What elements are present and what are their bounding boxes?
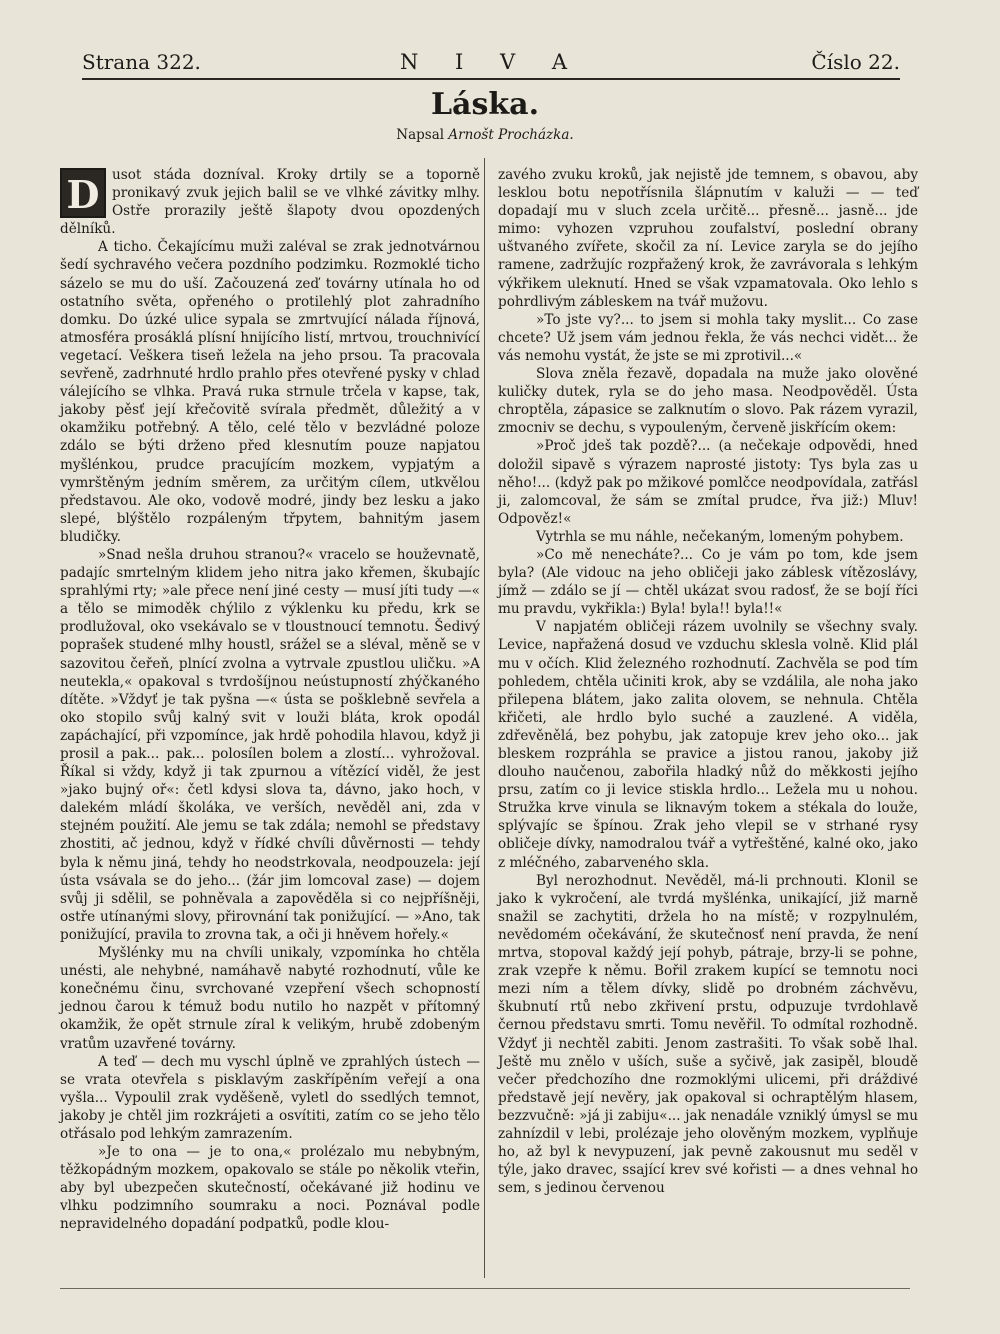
byline: [60, 127, 910, 143]
journal-name: N I V A: [399, 50, 583, 74]
paragraph: [60, 166, 480, 238]
author-name: Arnošt Procházka.: [448, 127, 574, 143]
drop-cap: D: [60, 168, 106, 218]
paragraph: »Snad nešla druhou stranou?« vracelo se houževnatě, padajíc smrtelným klidem jeho nitra jako křemen, škubajíc sprahlými rty; »ale přece není jiné cesty — musí jíti tudy —« a tělo se mimoděk chýlilo z výklenku ku předu, krk se prodlužoval, oko vsekávalo se v tloustnoucí temnotu. Šedivý poprašek studené mlhy houstl, srážel se a sléval, měně se v sazovitou čeřeň, plnící zvolna a vytrvale zpustlou uličku. »A neutekla,« opakoval s tvrdošíjnou neústupností zhýčkaného dítěte. »Vždyť je tak pyšna —« ústa se pošklebně sevřela a oko stopilo svůj kalný svit v louži bláta, krok opodál zapáchající, při vzpomínce, jak hrdě pohodila hlavou, když ji prosil a pak... pak... polosílen bolem a zlostí... vyhrožoval. Říkal si vždy, když ji tak zpurnou a vítězící viděl, že jest »jako bujný oř«: četl kdysi slova ta, dávno, jako hoch, v dalekém mládí školáka, ve verších, nevěděl ani, zda v stejném použití. Ale jemu se tak zdála; nemohl se představy zhostiti, ač jednou, když v řídké chvíli důvěrnosti — tehdy byla k němu jiná, tehdy ho neodstrkovala, neodpouzela: její ústa vsávala se do jeho... (žár jim lomcoval zase) — dojem svůj ji sdělil, se pohněvala a zapověděla si co nejpříšněji, ostře utínanými slovy, přirovnání tak ponižující. — »Ano, tak ponižující, pravila to zrovna tak, a oči ji hněvem hořely.«: [60, 546, 480, 943]
paragraph: »Je to ona — je to ona,« prolézalo mu nebybným, těžkopádným mozkem, opakovalo se stále po několik vteřin, aby byl ubezpečen skutečností, očekávané již hodinu ve vlhku podzimního soumraku a noci. Poznával podle nepravidelného dopadání podpatků, podle klou-: [60, 1144, 480, 1233]
paragraph: »Proč jdeš tak pozdě?... (a nečekaje odpovědi, hned doložil sipavě s výrazem naprosté jistoty: Tys byla zas u něho!... (když pak po mžikové pomlčce neodpovídala, zatřásl ji, zalomcoval, že sám se zmítal prudce, řva již:) Mluv! Odpověz!«: [498, 438, 918, 527]
paragraph: Byl nerozhodnut. Nevěděl, má-li prchnouti. Klonil se jako k vykročení, ale tvrdá myšlénka, unikající, již marně snažil se zachytiti, držela ho na místě; v rozpylnulém, nevědomém očekávání, že skutečnosť není pravda, že není mrtva, stopoval každý její pohyb, pátraje, brzy-li se pohne, zrak vzepře k němu. Bořil zrakem kupící se temnotu noci mezi ním a tělem dívky, slidě po drobném záchvěvu, škubnutí rtů nebo zkřivení prstu, odpuzuje tvrdohlavě černou představu smrti. Tomu nevěřil. To odmítal rozhodně. Vždyť ji nechtěl zabiti. Jenom zastrašiti. To však sobě lhal. Ještě mu znělo v uších, suše a syčivě, jak zasipěl, bloudě večer předchozího dne rozmoklými ulicemi, při dráždivé představě její nevěry, jak opakoval si ochraptělým hlasem, bezzvučně: »já ji zabiju«... jak nenadále vzniklý úmysl se mu zahnízdil v lebi, prolézaje jeho olověným mozkem, vyplňuje ho, až byl k nevypuzení, jak pevně zakousnut mu seděl v týle, jako dravec, ssající krev své kořisti — a dnes vehnal ho sem, s jedinou červenou: [498, 872, 918, 1197]
paragraph: Myšlénky mu na chvíli unikaly, vzpomínka ho chtěla unésti, ale nehybné, namáhavě nabyté rozhodnutí, vůle ke konečnému činu, svrchované vzepření všech schopností jednou čarou k témuž bodu nutilo ho nazpět v přítomný okamžik, že opět strnule zíral k velikým, hrubě zdobeným vratům uzavřené továrny.: [60, 945, 480, 1052]
byline-prefix: Napsal: [396, 127, 445, 143]
right-column: [498, 166, 918, 1197]
article-title: Láska.: [430, 87, 540, 122]
paragraph: A teď — dech mu vyschl úplně ve zprahlých ústech — se vrata otevřela s pisklavým zaskřípěním veřejí a ona vyšla... Vypoulil zrak vyděšeně, vyletl do ssedlých temnot, jakoby je chtěl jim rozkrájeti a osvítiti, zatím co se jeho tělo otřásalo pod lehkým zamrazením.: [60, 1053, 480, 1142]
paragraph: Slova zněla řezavě, dopadala na muže jako olověné kuličky dutek, ryla se do jeho masa. Neodpověděl. Ústa chroptěla, zápasice se zalknutím o slovo. Pak rázem vyrazil, zmocniv se dechu, s vypouleným, červeně jiskřícím okem:: [498, 366, 918, 437]
bottom-rule: [60, 1288, 910, 1289]
paragraph: »To jste vy?... to jsem si mohla taky myslit... Co zase chcete? Už jsem vám jednou řekla, že vás nechci vidět... že vás nemohu vystát, že jste se mi zprotivil...«: [498, 311, 918, 364]
paragraph: Vytrhla se mu náhle, nečekaným, lomeným pohybem.: [536, 528, 904, 545]
issue-number: Číslo 22.: [811, 50, 900, 74]
paragraph: »Co mě nenecháte?... Co je vám po tom, kde jsem byla? (Ale vidouc na jeho obličeji jako záblesk vítězoslávy, jímž — zdálo se jí — chtěl ukázat svou radosť, že se bojí říci mu pravdu, vykřikla:) Byla! byla!! byla!!«: [498, 546, 918, 618]
article-title-block: [60, 88, 910, 143]
left-column: [60, 166, 480, 1234]
page-number: Strana 322.: [82, 50, 201, 74]
paragraph-text: usot stáda dozníval. Kroky drtily se a toporně pronikavý zvuk jejich balil se ve vlhké závitky mlhy. Ostře prorazily ještě šlapoty dvou opozdených dělníků.: [60, 167, 480, 238]
page-header: [82, 48, 900, 80]
paragraph: V napjatém obličeji rázem uvolnily se všechny svaly. Levice, napřažená dosud ve vzduchu sklesla volně. Klid plál mu v očích. Klid železného rozhodnutí. Zachvěla se pod tím pohledem, chtěla učiniti krok, aby se vzdálila, ale noha jako přilepena blátem, jako zalita olovem, se nehnula. Chtěla křičeti, ale hrdlo bylo suché a zauzlené. A viděla, zdřevěnělá, bez pohybu, jak zatopuje krev jeho oko... jak bleskem rozpráhla se pravice a jistou ranou, jakoby již dlouho naučenou, zabořila hladký nůž do měkkosti jejího prsu, zatím co ji levice stiskla hrdlo... Ležela mu u nohou. Stružka krve vinula se liknavým tokem a stékala do louže, splývajíc se špínou. Zrak jeho vlepil se v strhané rysy obličeje dívky, namodralou tvář a vytřeštěné, kalné oko, jako z mléčného, zabarveného skla.: [498, 619, 918, 871]
paragraph: A ticho. Čekajícímu muži zaléval se zrak jednotvárnou šedí sychravého večera pozdního podzimku. Rozmoklé ticho sázelo se mu do uší. Začouzená zeď továrny utínala ho od ostatního světa, opřeného o protilehlý plot zahradního domku. Do úzké ulice sypala se zmrtvující nálada říjnová, atmosféra prosáklá plísní hnijícího listí, mrtvou, trouchnivící vegetací. Veškera tiseň ležela na jeho prsou. Ta pracovala sevřeně, zadrhnuté hrdlo prahlo přes otevřené pysky v chlad válejícího se vlhka. Pravá ruka strnule trčela v kapse, tak, jakoby pěsť její křečovitě svírala předmět, důležitý a v okamžiku potřebný. A tělo, celé tělo v bezvládné poloze zdálo se býti drženo před klesnutím pouze napjatou myšlénkou, prudce pracujícím mozkem, vypjatým a vymrštěným jedním směrem, za určitým cílem, utkvělou představou. Ale oko, vodově modré, jindy bez lesku a jako slepé, blýštělo rozpáleným třpytem, bahnitým jasem bludičky.: [60, 239, 480, 545]
paragraph: zavého zvuku kroků, jak nejistě jde temnem, s obavou, aby lesklou botu nepotřísnila šlápnutím v kaluži — — teď dopadají mu v sluch zcela určitě... přesně... jasně... jde mimo: vyhozen vzpruhou zoufalství, poslední obrany uštvaného zvířete, skočil za ní. Levice zaryla se do jejího ramene, zadržujíc rozpřažený krok, že zavrávorala s lehkým výkřikem uleknutí. Hned se však vzpamatovala. Oko lehlo s pohrdlivým zábleskem na tvář mužovu.: [498, 167, 918, 310]
column-divider: [484, 158, 485, 1278]
